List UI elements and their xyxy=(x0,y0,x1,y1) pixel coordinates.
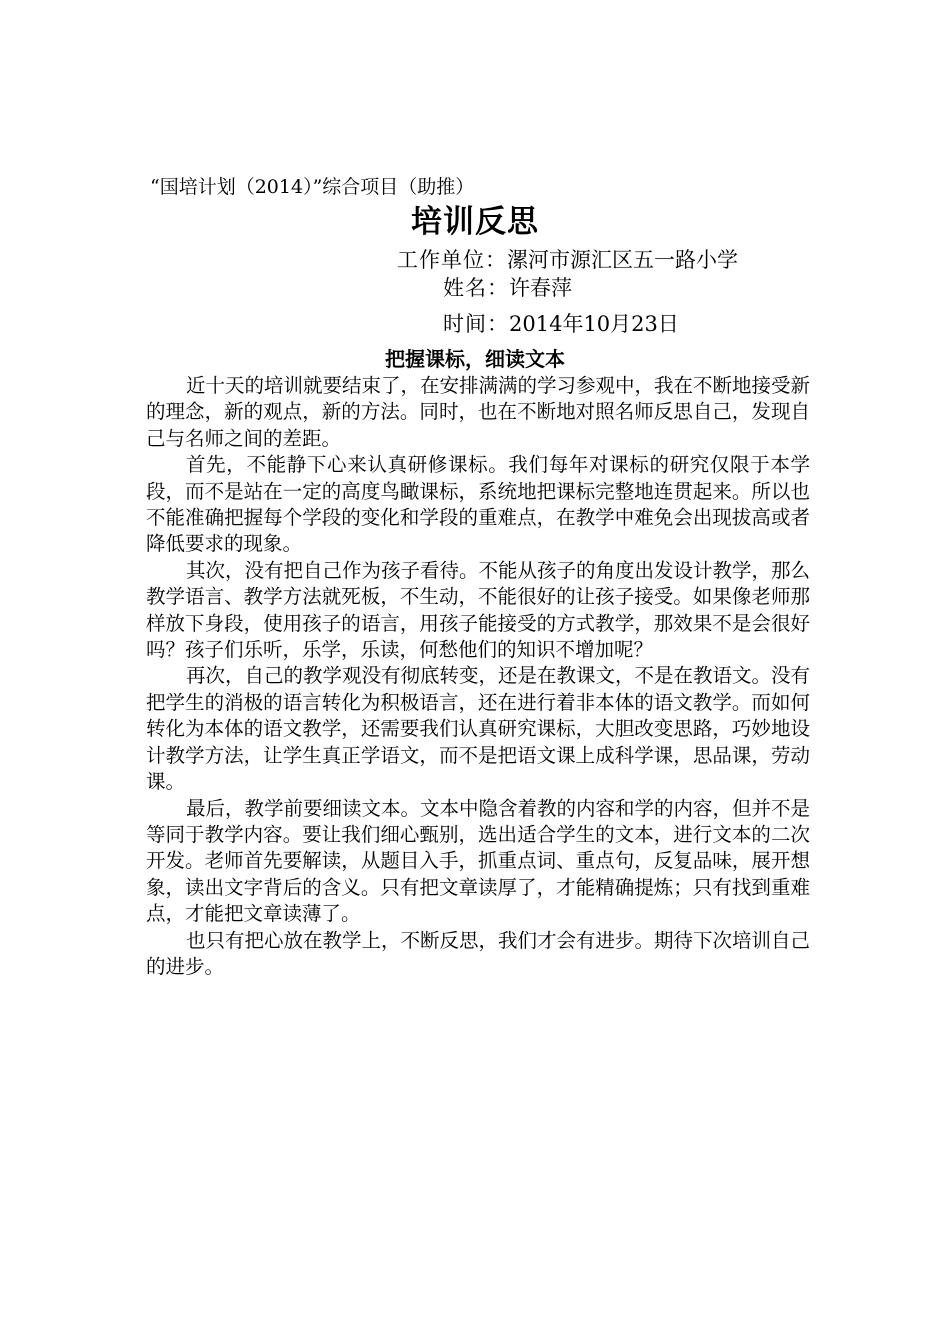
paragraph-first: 首先，不能静下心来认真研修课标。我们每年对课标的研究仅限于本学段，而不是站在一定的高度鸟瞰课标，系统地把课标完整地连贯起来。所以也不能准确把握每个学段的变化和学段的重难点，在教学中难免会出现拔高或者降低要求的现象。 xyxy=(146,453,810,556)
section-heading: 把握课标，细读文本 xyxy=(385,347,565,371)
paragraph-intro: 近十天的培训就要结束了，在安排满满的学习参观中，我在不断地接受新的理念，新的观点，新的方法。同时，也在不断地对照名师反思自己，发现自己与名师之间的差距。 xyxy=(146,374,811,450)
unit-value: 漯河市源汇区五一路小学 xyxy=(507,248,738,272)
paragraph-second: 其次，没有把自己作为孩子看待。不能从孩子的角度出发设计教学，那么教学语言、教学方法就死板，不生动，不能很好的让孩子接受。如果像老师那样放下身段，使用孩子的语言，用孩子能接受的方式教学，那效果不是会很好吗？孩子们乐听，乐学，乐读，何愁他们的知识不增加呢？ xyxy=(146,558,811,662)
paragraph-last: 最后，教学前要细读文本。文本中隐含着教的内容和学的内容，但并不是等同于教学内容。要让我们细心甄别，选出适合学生的文本，进行文本的二次开发。老师首先要解读，从题目入手，抓重点词、重点句，反复品味，展开想象，读出文字背后的含义。只有把文章读厚了，才能精确提炼；只有找到重难点，才能把文章读薄了。 xyxy=(146,796,811,926)
meta-name-line xyxy=(443,274,572,302)
page-title: 培训反思 xyxy=(411,204,539,240)
article-body xyxy=(146,373,810,980)
time-value: 2014年10月23日 xyxy=(509,312,679,336)
meta-unit-line xyxy=(397,246,738,274)
name-label: 姓名： xyxy=(443,276,509,300)
paragraph-conclusion: 也只有把心放在教学上，不断反思，我们才会有进步。期待下次培训自己的进步。 xyxy=(146,928,811,978)
paragraph-third: 再次，自己的教学观没有彻底转变，还是在教课文，不是在教语文。没有把学生的消极的语言转化为积极语言，还在进行着非本体的语文教学。而如何转化为本体的语文教学，还需要我们认真研究课标，大胆改变思路，巧妙地设计教学方法，让学生真正学语文，而不是把语文课上成科学课，思品课，劳动课。 xyxy=(146,664,811,794)
time-label: 时间： xyxy=(443,312,509,336)
name-value: 许春萍 xyxy=(509,276,572,300)
meta-time-line xyxy=(443,310,679,338)
unit-label: 工作单位： xyxy=(397,248,507,272)
project-line: “国培计划（2014）”综合项目（助推） xyxy=(150,176,475,198)
